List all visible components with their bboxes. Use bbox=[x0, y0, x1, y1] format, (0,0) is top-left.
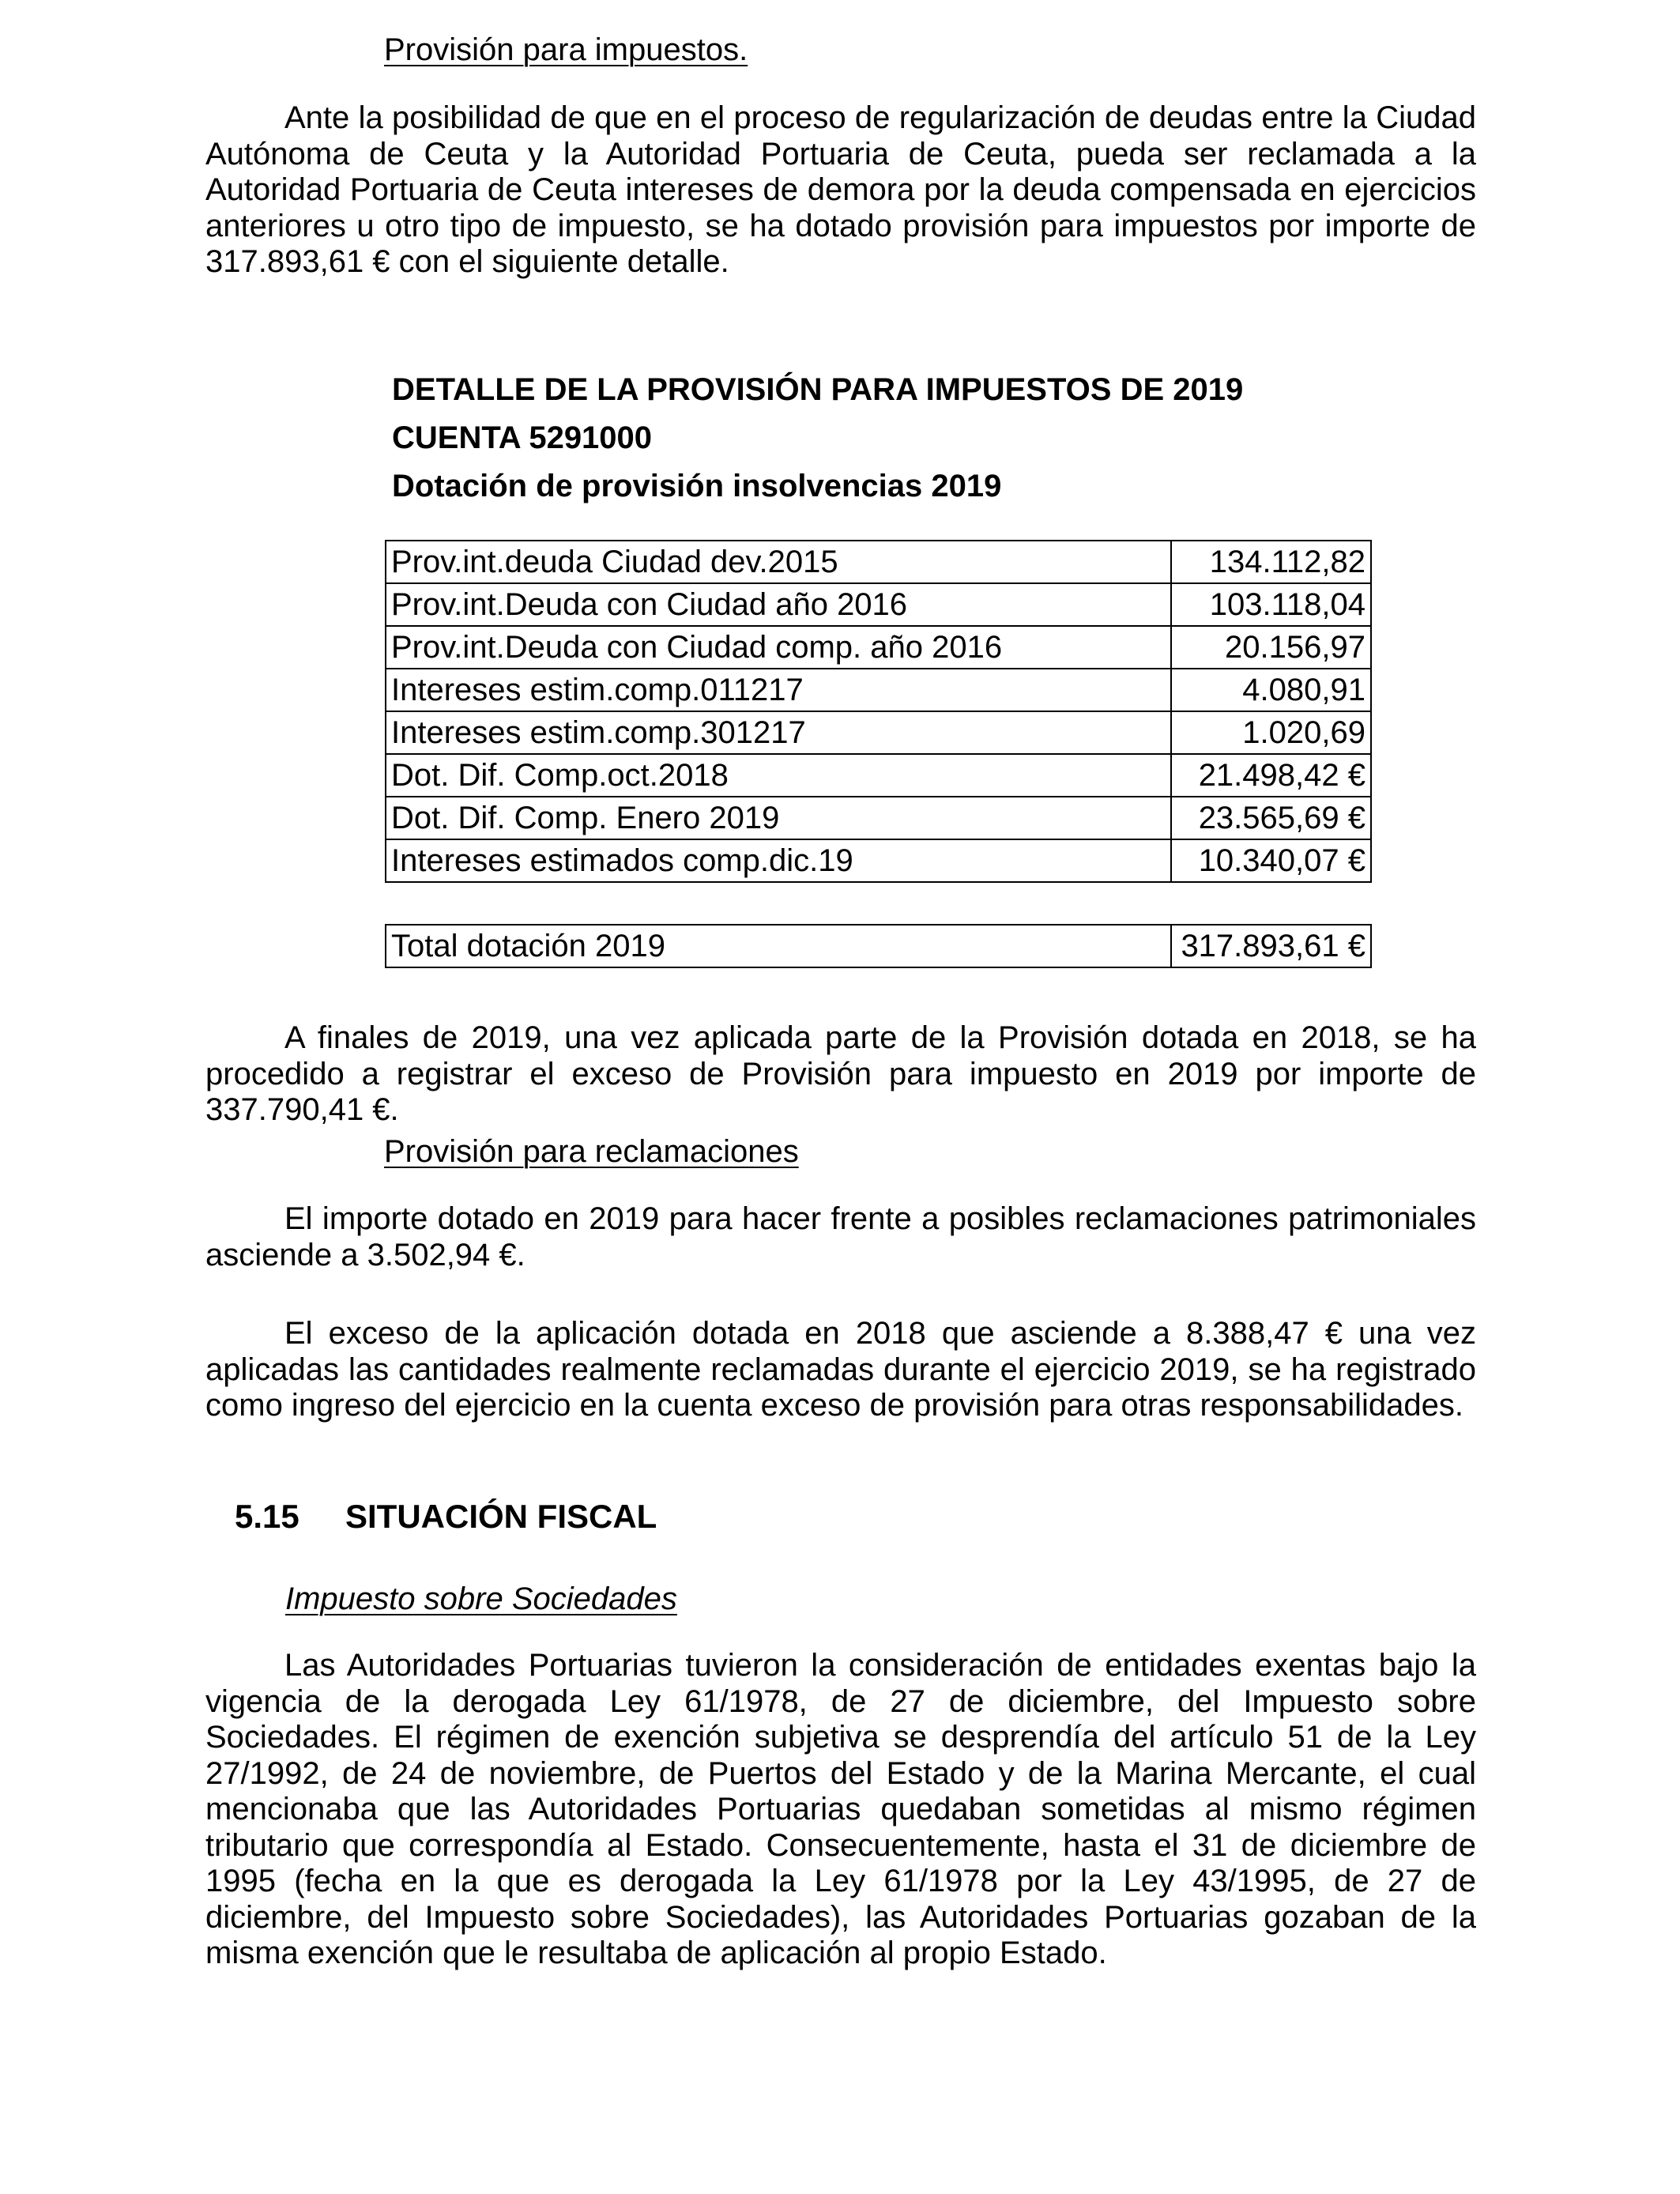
reclamaciones-heading: Provisión para reclamaciones bbox=[384, 1134, 799, 1169]
detail-subtitle: Dotación de provisión insolvencias 2019 bbox=[392, 469, 1002, 503]
provision-impuestos-heading: Provisión para impuestos. bbox=[384, 32, 748, 67]
row-value: 10.340,07 € bbox=[1171, 839, 1371, 882]
row-label: Dot. Dif. Comp. Enero 2019 bbox=[386, 797, 1171, 839]
section-body: Las Autoridades Portuarias tuvieron la consideración de entidades exentas bajo la vigencia de la derogada Ley 61/1978, de 27 de diciembre, del Impuesto sobre Sociedades. El régimen de exención subjetiva se desprendía del artículo 51 de la Ley 27/1992, de 24 de noviembre, de Puertos del Estado y de la Marina Mercante, el cual mencionaba que las Autoridades Portuarias quedaban sometidas al mismo régimen tributario que correspondía al Estado. Consecuentemente, hasta el 31 de diciembre de 1995 (fecha en la que es derogada la Ley 61/1978 por la Ley 43/1995, de 27 de diciembre, del Impuesto sobre Sociedades), las Autoridades Portuarias gozaban de la misma exención que le resultaba de aplicación al propio Estado. bbox=[205, 1648, 1476, 1970]
detail-account: CUENTA 5291000 bbox=[392, 420, 653, 455]
section-subheading: Impuesto sobre Sociedades bbox=[285, 1581, 677, 1616]
table-row bbox=[386, 797, 1371, 839]
row-label: Intereses estimados comp.dic.19 bbox=[386, 839, 1171, 882]
total-row bbox=[386, 925, 1371, 967]
detail-title-block bbox=[392, 366, 1243, 511]
row-value: 23.565,69 € bbox=[1171, 797, 1371, 839]
row-label: Prov.int.Deuda con Ciudad comp. año 2016 bbox=[386, 626, 1171, 669]
row-label: Intereses estim.comp.011217 bbox=[386, 669, 1171, 711]
row-value: 103.118,04 bbox=[1171, 583, 1371, 626]
row-label: Intereses estim.comp.301217 bbox=[386, 711, 1171, 754]
table-row bbox=[386, 583, 1371, 626]
row-value: 21.498,42 € bbox=[1171, 754, 1371, 797]
row-label: Prov.int.Deuda con Ciudad año 2016 bbox=[386, 583, 1171, 626]
row-label: Dot. Dif. Comp.oct.2018 bbox=[386, 754, 1171, 797]
reclamaciones-paragraph-1: El importe dotado en 2019 para hacer frente a posibles reclamaciones patrimoniales asciende a 3.502,94 €. bbox=[205, 1201, 1476, 1272]
section-title: SITUACIÓN FISCAL bbox=[345, 1498, 657, 1535]
row-value: 4.080,91 bbox=[1171, 669, 1371, 711]
table-row bbox=[386, 541, 1371, 583]
table-row bbox=[386, 626, 1371, 669]
row-label: Prov.int.deuda Ciudad dev.2015 bbox=[386, 541, 1171, 583]
total-value: 317.893,61 € bbox=[1171, 925, 1371, 967]
table-row bbox=[386, 711, 1371, 754]
provision-impuestos-intro: Ante la posibilidad de que en el proceso de regularización de deudas entre la Ciudad Autónoma de Ceuta y la Autoridad Portuaria de Ceuta, pueda ser reclamada a la Autoridad Portuaria de Ceuta intereses de demora por la deuda compensada en ejercicios anteriores u otro tipo de impuesto, se ha dotado provisión para impuestos por importe de 317.893,61 € con el siguiente detalle. bbox=[205, 100, 1476, 279]
row-value: 134.112,82 bbox=[1171, 541, 1371, 583]
row-value: 1.020,69 bbox=[1171, 711, 1371, 754]
table-row bbox=[386, 839, 1371, 882]
detail-title: DETALLE DE LA PROVISIÓN PARA IMPUESTOS DE 2019 bbox=[392, 372, 1244, 407]
section-number: 5.15 bbox=[235, 1498, 299, 1535]
reclamaciones-paragraph-2: El exceso de la aplicación dotada en 2018 que asciende a 8.388,47 € una vez aplicadas las cantidades realmente reclamadas durante el ejercicio 2019, se ha registrado como ingreso del ejercicio en la cuenta exceso de provisión para otras responsabilidades. bbox=[205, 1316, 1476, 1423]
table-row bbox=[386, 669, 1371, 711]
total-label: Total dotación 2019 bbox=[386, 925, 1171, 967]
exceso-2019-paragraph: A finales de 2019, una vez aplicada parte de la Provisión dotada en 2018, se ha procedido a registrar el exceso de Provisión para impuesto en 2019 por importe de 337.790,41 €. bbox=[205, 1020, 1476, 1127]
total-table bbox=[385, 924, 1372, 968]
row-value: 20.156,97 bbox=[1171, 626, 1371, 669]
detail-table bbox=[385, 540, 1372, 883]
table-row bbox=[386, 754, 1371, 797]
